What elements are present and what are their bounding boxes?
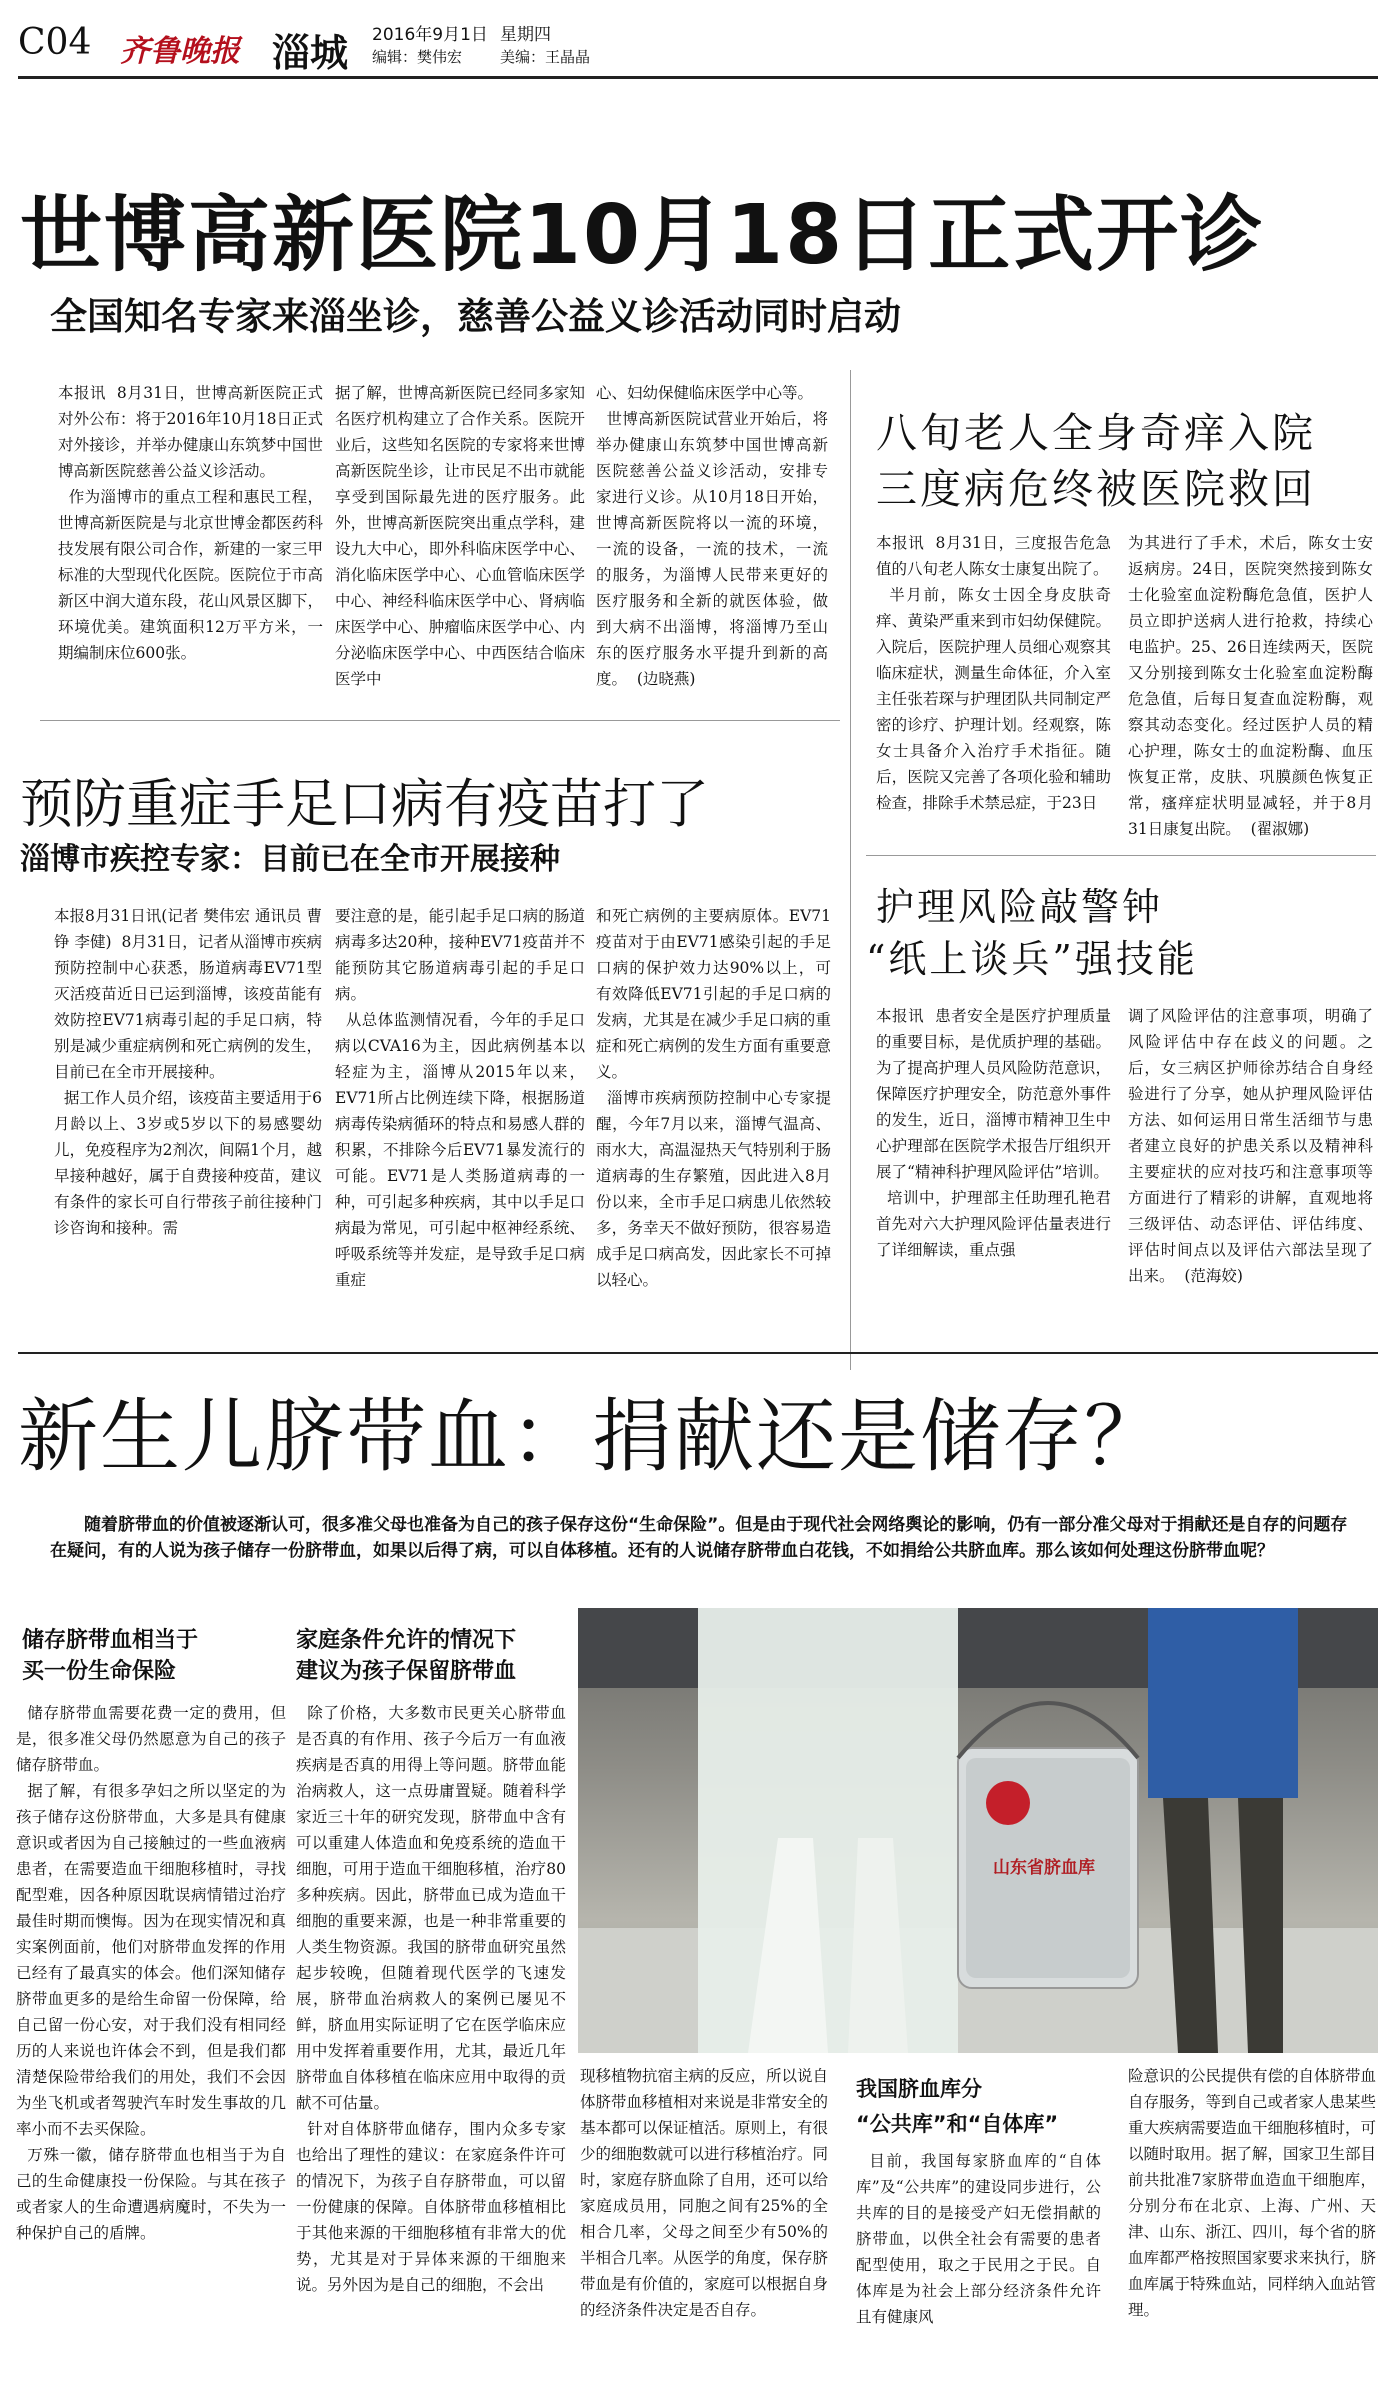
page-number: C04 [18, 22, 92, 63]
story4-headline-2: “纸上谈兵”强技能 [866, 937, 1198, 981]
story5-sub3-line2: “公共库”和“自体库” [856, 2112, 1059, 2136]
designer-credit: 美编：王晶晶 [500, 48, 591, 66]
story2-headline: 预防重症手足口病有疫苗打了 [20, 774, 709, 835]
photo-bag-label: 山东省脐血库 [993, 1858, 1095, 1878]
story2-subhead: 淄博市疾控专家：目前已在全市开展接种 [20, 842, 560, 877]
story3-col2: 为其进行了手术，术后，陈女士安返病房。24日，医院突然接到陈女士化验室血淀粉酶危急值，医护人员立即护送病人进行抢救，持续心电监护。25、26日连续两天，医院又分别接到陈女士化验室血淀粉酶危急值，后每日复查血淀粉酶，观察其动态变化。经过医护人员的精心护理，陈女士的血淀粉酶、血压恢复正常，皮肤、巩膜颜色恢复正常，瘙痒症状明显减轻，并于8月31日康复出院。 (翟淑娜) [1128, 534, 1373, 838]
section-name: 淄城 [272, 31, 349, 75]
story3-headline-1: 八旬老人全身奇痒入院 [876, 409, 1316, 457]
story1-bottom-rule [40, 720, 840, 721]
story1-subhead: 全国知名专家来淄坐诊，慈善公益义诊活动同时启动 [50, 295, 901, 338]
masthead-rule [18, 76, 1378, 79]
story2-col2: 要注意的是，能引起手足口病的肠道病毒多达20种，接种EV71疫苗并不能预防其它肠道病毒引起的手足口病。 从总体监测情况看，今年的手足口病以CVA16为主，因此病例基本以轻症为主，淄博从2015年以来，EV71所占比例连续下降，根据肠道病毒传染病循环的特点和易感人群的积累，不排除今后EV71暴发流行的可能。EV71是人类肠道病毒的一种，可引起多种疾病，其中以手足口病最为常见，可引起中枢神经系统、呼吸系统等并发症，是导致手足口病重症 [335, 907, 585, 1289]
story5-col2: 除了价格，大多数市民更关心脐带血是否真的有作用、孩子今后万一有血液疾病是否真的用得上等问题。脐带血能治病救人，这一点毋庸置疑。随着科学家近三十年的研究发现，脐带血中含有可以重建人体造血和免疫系统的造血干细胞，可用于造血干细胞移植，治疗80多种疾病。因此，脐带血已成为造血干细胞的重要来源，也是一种非常重要的人类生物资源。我国的脐带血研究虽然起步较晚，但随着现代医学的飞速发展，脐带血治病救人的案例已屡见不鲜，脐血用实际证明了它在医学临床应用中发挥着重要作用，尤其，最近几年脐带血自体移植在临床应用中取得的贡献不可估量。 针对自体脐带血储存，围内众多专家也给出了理性的建议：在家庭条件许可的情况下，为孩子自存脐带血，可以留一份健康的保障。自体脐带血移植相比于其他来源的干细胞移植有非常大的优势，尤其是对于异体来源的干细胞来说。另外因为是自己的细胞，不会出 [296, 1704, 566, 2294]
story5-col1: 储存脐带血需要花费一定的费用，但是，很多准父母仍然愿意为自己的孩子储存脐带血。 据了解，有很多孕妇之所以坚定的为孩子储存这份脐带血，大多是具有健康意识或者因为自己接触过的一些血液病患者，在需要造血干细胞移植时，寻找配型难，因各种原因耽误病情错过治疗最佳时期而懊悔。因为在现实情况和真实案例面前，他们对脐带血发挥的作用已经有了最真实的体会。他们深知储存脐带血更多的是给生命留一份保障，给自己留一份心安，对于我们没有相同经历的人来说也许体会不到，但是我们都清楚保险带给我们的用处，我们不会因为坐飞机或者驾驶汽车时发生事故的几率小而不去买保险。 万殊一徽，储存脐带血也相当于为自己的生命健康投一份保险。与其在孩子或者家人的生命遭遇病魔时，不失为一种保护自己的盾牌。 [16, 1704, 286, 2242]
story5-headline: 新生儿脐带血：捐献还是储存？ [18, 1390, 1166, 1483]
story5-sub1-line1: 储存脐带血相当于 [22, 1628, 199, 1653]
story5-lead: 随着脐带血的价值被逐渐认可，很多准父母也准备为自己的孩子保存这份“生命保险”。但是由于现代社会网络舆论的影响，仍有一部分准父母对于捐献还是自存的问题存在疑问，有的人说为孩子储存一份脐带血，如果以后得了病，可以自体移植。还有的人说储存脐带血白花钱，不如捐给公共脐血库。那么该如何处理这份脐带血呢？ [50, 1515, 1348, 1561]
story1-col3: 心、妇幼保健临床医学中心等。 世博高新医院试营业开始后，将举办健康山东筑梦中国世博高新医院慈善公益义诊活动，安排专家进行义诊。从10月18日开始，世博高新医院将以一流的环境，一流的设备，一流的技术，一流的服务，为淄博人民带来更好的医疗服务和全新的就医体验，做到大病不出淄博，将淄博乃至山东的医疗服务水平提升到新的高度。 (边晓燕) [596, 384, 828, 688]
story4-col1: 本报讯 患者安全是医疗护理质量的重要目标，是优质护理的基础。为了提高护理人员风险防范意识，保障医疗护理安全，防范意外事件的发生，近日，淄博市精神卫生中心护理部在医院学术报告厅组织开展了“精神科护理风险评估”培训。 培训中，护理部主任助理孔艳君首先对六大护理风险评估量表进行了详细解读，重点强 [876, 1007, 1111, 1259]
story5-col5: 险意识的公民提供有偿的自体脐带血自存服务，等到自己或者家人患某些重大疾病需要造血干细胞移植时，可以随时取用。据了解，国家卫生部目前共批准7家脐带血造血干细胞库，分别分布在北京、上海、广州、天津、山东、浙江、四川，每个省的脐血库都严格按照国家要求来执行，脐血库属于特殊血站，同样纳入血站管理。 [1128, 2067, 1376, 2319]
story4-col2: 调了风险评估的注意事项，明确了风险评估中存在歧义的问题。之后，女三病区护师徐苏结合自身经验进行了分享，她从护理风险评估方法、如何运用日常生活细节与患者建立良好的护患关系以及精神科主要症状的应对技巧和注意事项等方面进行了精彩的讲解，直观地将三级评估、动态评估、评估纬度、评估时间点以及评估六部法呈现了出来。 (范海姣) [1128, 1007, 1373, 1285]
story1-headline: 世博高新医院10月18日正式开诊 [20, 188, 1265, 283]
story1-col1: 本报讯 8月31日，世博高新医院正式对外公布：将于2016年10月18日正式对外接诊，并举办健康山东筑梦中国世博高新医院慈善公益义诊活动。 作为淄博市的重点工程和惠民工程，世博高新医院是与北京世博金都医药科技发展有限公司合作，新建的一家三甲标准的大型现代化医院。医院位于市高新区中润大道东段，花山风景区脚下，环境优美。建筑面积12万平方米，一期编制床位600张。 [58, 384, 323, 662]
issue-date: 2016年9月1日 [372, 25, 488, 45]
photo-illustration [578, 1608, 1378, 2053]
story3-col1: 本报讯 8月31日，三度报告危急值的八旬老人陈女士康复出院了。 半月前，陈女士因全身皮肤奇痒、黄染严重来到市妇幼保健院。入院后，医院护理人员细心观察其临床症状，测量生命体征，介入室主任张若琛与护理团队共同制定严密的诊疗、护理计划。经观察，陈女士具备介入治疗手术指征。随后，医院又完善了各项化验和辅助检查，排除手术禁忌症，于23日 [876, 534, 1111, 812]
story5-sub2-line2: 建议为孩子保留脐带血 [296, 1659, 517, 1684]
story2-col1: 本报8月31日讯(记者 樊伟宏 通讯员 曹铮 李健) 8月31日，记者从淄博市疾病预防控制中心获悉，肠道病毒EV71型灭活疫苗近日已运到淄博，该疫苗能有效防控EV71病毒引起的手足口病，特别是减少重症病例和死亡病例的发生，目前已在全市开展接种。 据工作人员介绍，该疫苗主要适用于6月龄以上、3岁或5岁以下的易感婴幼儿，免疫程序为2剂次，间隔1个月，越早接种越好，属于自费接种疫苗，建议有条件的家长可自行带孩子前往接种门诊咨询和接种。需 [54, 907, 322, 1237]
story3-bottom-rule [866, 855, 1376, 856]
story3-headline-2: 三度病危终被医院救回 [876, 465, 1316, 513]
story5-top-rule [18, 1352, 1378, 1354]
cord-blood-photo [578, 1608, 1378, 2053]
story4-headline-1: 护理风险敲警钟 [876, 885, 1164, 929]
story5-sub1-line2: 买一份生命保险 [22, 1659, 177, 1684]
story5-sub3-line1: 我国脐血库分 [856, 2077, 982, 2101]
paper-logo: 齐鲁晚报 [120, 34, 240, 69]
editor-credit: 编辑：樊伟宏 [372, 48, 463, 66]
story2-col3: 和死亡病例的主要病原体。EV71疫苗对于由EV71感染引起的手足口病的保护效力达90%以上，可有效降低EV71引起的手足口病的发病，尤其是在减少手足口病的重症和死亡病例的发生方面有重要意义。 淄博市疾病预防控制中心专家提醒，今年7月以来，淄博气温高、雨水大，高温湿热天气特别利于肠道病毒的生存繁殖，因此进入8月份以来，全市手足口病患儿依然较多，务幸天不做好预防，很容易造成手足口病高发，因此家长不可掉以轻心。 [596, 907, 831, 1289]
story5-col4: 目前，我国每家脐血库的“自体库”及“公共库”的建设同步进行，公共库的目的是接受产妇无偿捐献的脐带血，以供全社会有需要的患者配型使用，取之于民用之于民。自体库是为社会上部分经济条件允许且有健康风 [856, 2152, 1101, 2326]
right-column-divider [850, 370, 851, 1370]
story5-sub2-line1: 家庭条件允许的情况下 [296, 1628, 517, 1653]
story5-col3: 现移植物抗宿主病的反应，所以说自体脐带血移植相对来说是非常安全的基本都可以保证植活。原则上，有很少的细胞数就可以进行移植治疗。同时，家庭存脐血除了自用，还可以给家庭成员用，同胞之间有25%的全相合几率，父母之间至少有50%的半相合几率。从医学的角度，保存脐带血是有价值的，家庭可以根据自身的经济条件决定是否自存。 [580, 2067, 828, 2319]
story1-col2: 据了解，世博高新医院已经同多家知名医疗机构建立了合作关系。医院开业后，这些知名医院的专家将来世博高新医院坐诊，让市民足不出市就能享受到国际最先进的医疗服务。此外，世博高新医院突出重点学科，建设九大中心，即外科临床医学中心、消化临床医学中心、心血管临床医学中心、神经科临床医学中心、肾病临床医学中心、肿瘤临床医学中心、内分泌临床医学中心、中西医结合临床医学中 [335, 384, 585, 688]
issue-weekday: 星期四 [500, 25, 551, 45]
